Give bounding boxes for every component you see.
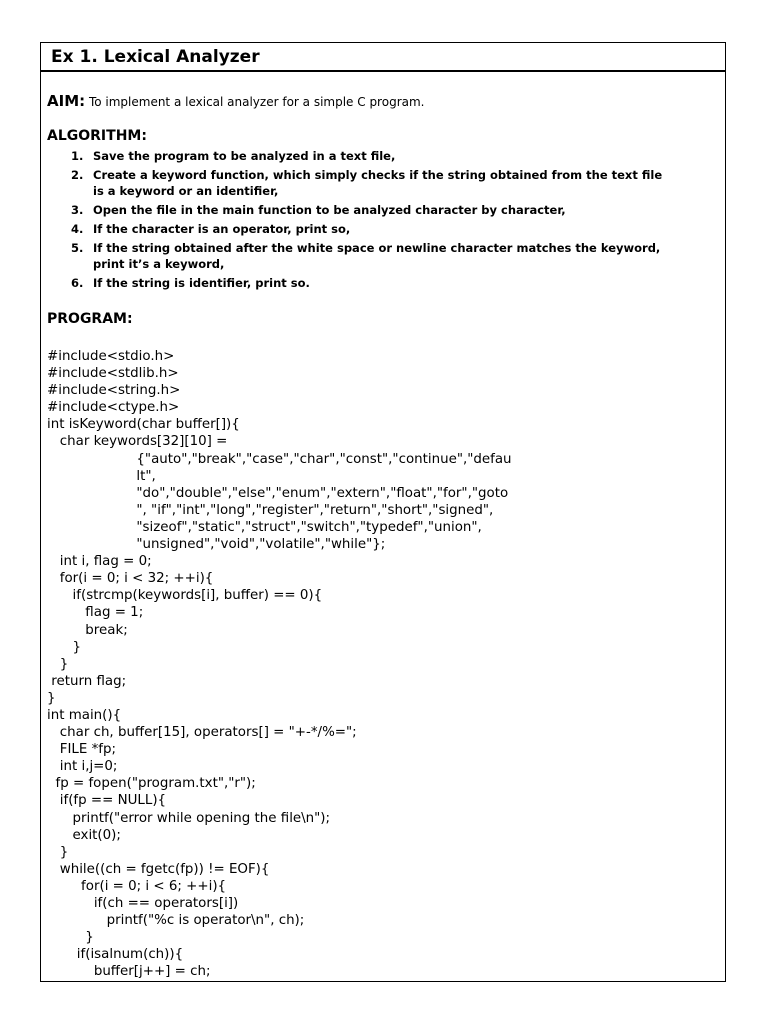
step-text: Save the program to be analyzed in a text file, xyxy=(93,149,396,163)
aim-section xyxy=(47,92,424,110)
step-number: 5. xyxy=(71,241,84,255)
aim-text: To implement a lexical analyzer for a simple C program. xyxy=(88,95,425,109)
program-heading: PROGRAM: xyxy=(47,311,133,327)
step-number: 1. xyxy=(71,149,84,163)
step-text: If the string is identifier, print so. xyxy=(93,276,310,290)
step-number: 4. xyxy=(71,222,84,236)
algorithm-step xyxy=(71,240,675,272)
document-frame xyxy=(40,42,726,982)
step-number: 6. xyxy=(71,276,84,290)
step-text: If the character is an operator, print so, xyxy=(93,222,351,236)
program-code: #include<stdio.h> #include<stdlib.h> #include<string.h> #include<ctype.h> int isKeyword(char buffer[]){ char keywords[32][10] = {"auto","break","case","char","const","continue","defau lt", "do","double","else","enum","extern","float","for","goto ", "if","int","long","register","return","short","signed", "sizeof","static","struct","switch","typedef","union", "unsigned","void","volatile","while"}; int i, flag = 0; for(i = 0; i < 32; ++i){ if(strcmp(keywords[i], buffer) == 0){ flag = 1; break; } } return flag; } int main(){ char ch, buffer[15], operators[] = "+-*/%="; FILE *fp; int i,j=0; fp = fopen("program.txt","r"); if(fp == NULL){ printf("error while opening the file\n"); exit(0); } while((ch = fgetc(fp)) != EOF){ for(i = 0; i < 6; ++i){ if(ch == operators[i]) printf("%c is operator\n", ch); } if(isalnum(ch)){ buffer[j++] = ch; xyxy=(47,349,512,980)
step-text: Open the file in the main function to be analyzed character by character, xyxy=(93,203,566,217)
algorithm-step xyxy=(71,148,675,164)
algorithm-step xyxy=(71,221,675,237)
step-text: If the string obtained after the white space or newline character matches the keyword, print it’s a keyword, xyxy=(93,241,661,271)
title-underline xyxy=(41,70,725,72)
step-number: 2. xyxy=(71,168,84,182)
algorithm-step xyxy=(71,275,675,291)
algorithm-heading: ALGORITHM: xyxy=(47,128,147,144)
step-text: Create a keyword function, which simply checks if the string obtained from the text file is a keyword or an identifier, xyxy=(93,168,663,198)
document-title: Ex 1. Lexical Analyzer xyxy=(51,47,260,67)
step-number: 3. xyxy=(71,203,84,217)
algorithm-steps xyxy=(71,148,675,294)
aim-label: AIM: xyxy=(47,92,86,110)
algorithm-step xyxy=(71,167,675,199)
algorithm-step xyxy=(71,202,675,218)
